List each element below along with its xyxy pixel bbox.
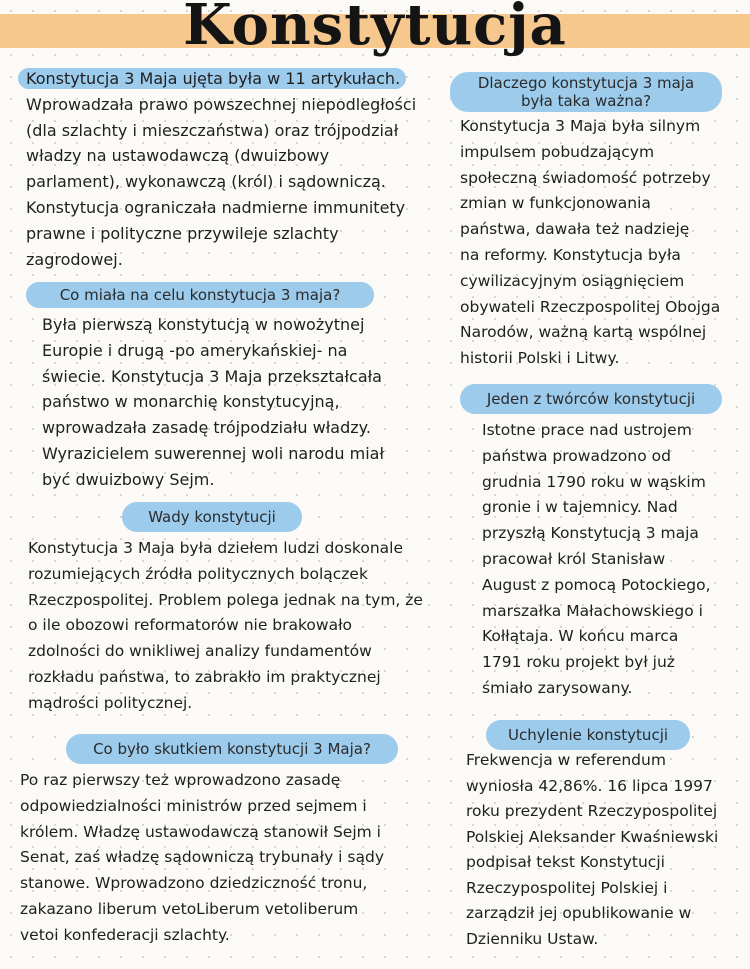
importance-line: społeczną świadomość potrzeby (460, 168, 711, 187)
intro-line: Wprowadzała prawo powszechnej niepodległości (26, 94, 417, 114)
intro-line: władzy na ustawodawczą (dwuizbowy (26, 146, 330, 166)
intro-line: (dla szlachty i mieszczaństwa) oraz trójpodział (26, 120, 399, 140)
creators-line: państwa prowadzono od (482, 446, 671, 465)
creators-line: Istotne prace nad ustrojem (482, 421, 692, 439)
effects-line: odpowiedzialności ministrów przed sejmem i (20, 796, 367, 815)
effects-line: stanowe. Wprowadzono dziedziczność tronu, (20, 874, 368, 893)
page-title: Konstytucja (183, 0, 567, 58)
creators-line: gronie i w tajemnicy. Nad (482, 498, 678, 517)
repeal-line: roku prezydent Rzeczypospolitej (466, 802, 718, 820)
importance-text (460, 114, 720, 372)
importance-heading (450, 72, 722, 112)
goal-line: Europie i drugą -po amerykańskiej- na (42, 340, 348, 360)
importance-line: obywateli Rzeczpospolitej Obojga (460, 297, 721, 316)
importance-line: impulsem pobudzającym (460, 142, 655, 161)
effects-line: królem. Władzę ustawodawczą stanowił Sejm i (20, 822, 381, 841)
flaws-line: Rzeczpospolitej. Problem polega jednak na tym, że (28, 590, 423, 609)
intro-text (26, 66, 416, 272)
effects-text (20, 768, 384, 949)
creators-line: śmiało zarysowany. (482, 678, 633, 697)
intro-line-highlight: Konstytucja 3 Maja ujęta była w 11 artykułach. (18, 68, 406, 89)
creators-line: przyszłą Konstytucją 3 maja (482, 524, 699, 543)
repeal-heading: Uchylenie konstytucji (486, 720, 690, 750)
flaws-line: zdolności do wnikliwej analizy fundamentów (28, 642, 372, 661)
goal-text (42, 312, 384, 493)
effects-line: vetoi konfederacji szlachty. (20, 925, 230, 944)
goal-line: Była pierwszą konstytucją w nowożytnej (42, 315, 365, 334)
creators-line: Kołłątaja. W końcu marca (482, 627, 679, 646)
importance-line: Konstytucja 3 Maja była silnym (460, 117, 701, 135)
importance-line: państwa, dawała też nadzieję (460, 220, 690, 239)
creators-line: grudnia 1790 roku w wąskim (482, 472, 706, 491)
repeal-line: Polskiej Aleksander Kwaśniewski (466, 827, 719, 846)
flaws-line: rozumiejących źródła politycznych bolączek (28, 564, 368, 583)
flaws-heading: Wady konstytucji (122, 502, 302, 532)
repeal-line: Frekwencja w referendum (466, 751, 666, 769)
importance-line: Narodów, ważną kartą wspólnej (460, 323, 707, 342)
effects-line: Senat, zaś władzę sądowniczą trybunały i sądy (20, 848, 385, 867)
repeal-line: wyniosła 42,86%. 16 lipca 1997 (466, 776, 713, 795)
importance-line: na reformy. Konstytucja była (460, 245, 681, 264)
flaws-line: Konstytucja 3 Maja była dziełem ludzi doskonale (28, 539, 404, 557)
creators-line: marszałka Małachowskiego i (482, 601, 703, 620)
creators-line: pracował król Stanisław (482, 549, 666, 568)
effects-line: zakazano liberum vetoLiberum vetoliberum (20, 899, 359, 918)
repeal-line: zarządził jej opublikowanie w (466, 904, 692, 922)
flaws-line: rozkładu państwa, to zabrakło im praktycznej (28, 667, 381, 686)
intro-line: Konstytucja ograniczała nadmierne immunitety (26, 197, 406, 217)
repeal-text (466, 748, 718, 952)
importance-line: cywilizacyjnym osiągnięciem (460, 271, 685, 290)
creators-line: August z pomocą Potockiego, (482, 575, 711, 594)
flaws-text (28, 536, 423, 717)
importance-line: historii Polski i Litwy. (460, 349, 620, 368)
effects-heading: Co było skutkiem konstytucji 3 Maja? (66, 734, 398, 764)
creators-line: 1791 roku projekt był już (482, 653, 675, 672)
importance-line: zmian w funkcjonowania (460, 194, 651, 213)
intro-line: parlament), wykonawczą (król) i sądowniczą. (26, 172, 386, 192)
flaws-line: o ile obozowi reformatorów nie brakowało (28, 616, 352, 635)
goal-line: Wyrazicielem suwerennej woli narodu miał (42, 443, 384, 463)
effects-line: Po raz pierwszy też wprowadzono zasadę (20, 771, 341, 789)
goal-heading: Co miała na celu konstytucja 3 maja? (26, 282, 374, 308)
goal-line: być dwuizbowy Sejm. (42, 469, 215, 489)
repeal-line: podpisał tekst Konstytucji (466, 853, 665, 871)
goal-line: wprowadzała zasadę trójpodziału władzy. (42, 418, 371, 438)
goal-line: państwo w monarchię konstytucyjną, (42, 392, 340, 412)
intro-line: zagrodowej. (26, 249, 123, 269)
intro-line: prawne i polityczne przywileje szlachty (26, 223, 339, 243)
intro-line (26, 66, 416, 92)
flaws-line: mądrości politycznej. (28, 693, 193, 712)
creators-text (482, 418, 711, 702)
creators-heading: Jeden z twórców konstytucji (460, 384, 722, 414)
repeal-line: Dzienniku Ustaw. (466, 929, 599, 948)
repeal-line: Rzeczypospolitej Polskiej i (466, 878, 668, 897)
goal-line: świecie. Konstytucja 3 Maja przekształcała (42, 366, 382, 386)
importance-heading-line: była taka ważna? (520, 92, 652, 110)
importance-heading-line: Dlaczego konstytucja 3 maja (477, 74, 695, 92)
